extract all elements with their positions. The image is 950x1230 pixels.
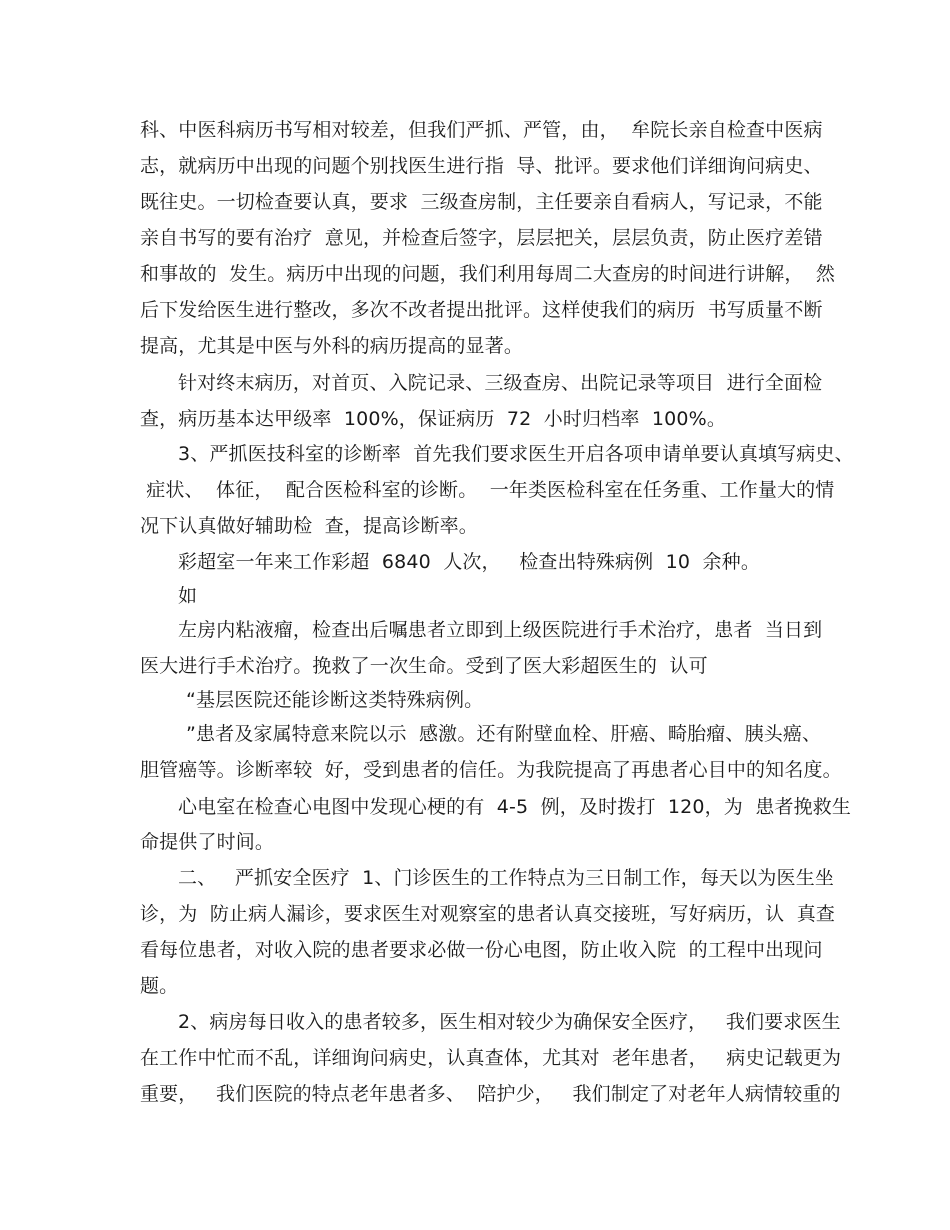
text-line: 如 (178, 585, 198, 607)
text-line: 既往史。一切检查要认真，要求 三级查房制，主任要亲自看病人，写记录，不能 (140, 191, 823, 213)
text-line: 症状、 体征， 配合医检科室的诊断。 一年类医检科室在任务重、工作量大的情 (140, 479, 835, 501)
text-line: 查，病历基本达甲级率 100%，保证病历 72 小时归档率 100%。 (140, 408, 726, 430)
text-line: 命提供了时间。 (140, 831, 275, 853)
text-line: 志，就病历中出现的问题个别找医生进行指 导、批评。要求他们详细询问病史、 (140, 155, 823, 177)
text-line: 胆管癌等。诊断率较 好，受到患者的信任。为我院提高了再患者心目中的知名度。 (140, 759, 842, 781)
text-line: 2、病房每日收入的患者较多，医生相对较少为确保安全医疗， 我们要求医生 (178, 1011, 841, 1033)
text-line: 况下认真做好辅助检 查，提高诊断率。 (140, 515, 478, 537)
text-line: ”患者及家属特意来院以示 感激。还有附壁血栓、肝癌、畸胎瘤、胰头癌、 (186, 723, 822, 745)
text-line: 左房内粘液瘤，检查出后嘱患者立即到上级医院进行手术治疗，患者 当日到 (178, 619, 823, 641)
text-line: 针对终末病历，对首页、入院记录、三级查房、出院记录等项目 进行全面检 (178, 372, 823, 394)
text-line: 重要， 我们医院的特点老年患者多、 陪护少， 我们制定了对老年人病情较重的 (140, 1083, 841, 1105)
text-line: 看每位患者，对收入院的患者要求必做一份心电图，防止收入院 的工程中出现问 (140, 939, 823, 961)
text-line: 心电室在检查心电图中发现心梗的有 4-5 例，及时拨打 120，为 患者挽救生 (178, 796, 852, 818)
text-line: 科、中医科病历书写相对较差，但我们严抓、严管，由， 牟院长亲自检查中医病 (140, 119, 823, 141)
text-line: 医大进行手术治疗。挽救了一次生命。受到了医大彩超医生的 认可 (140, 655, 708, 677)
text-line: 提高，尤其是中医与外科的病历提高的显著。 (140, 335, 524, 357)
text-line: 二、 严抓安全医疗 1、门诊医生的工作特点为三日制工作，每天以为医生坐 (178, 867, 834, 889)
text-line: 后下发给医生进行整改，多次不改者提出批评。这样使我们的病历 书写质量不断 (140, 299, 823, 321)
text-line: 彩超室一年来工作彩超 6840 人次， 检查出特殊病例 10 余种。 (178, 551, 760, 573)
text-line: 3、严抓医技科室的诊断率 首先我们要求医生开启各项申请单要认真填写病史、 (178, 443, 854, 465)
text-line: 题。 (140, 975, 179, 997)
text-line: 亲自书写的要有治疗 意见，并检查后签字，层层把关，层层负责，防止医疗差错 (140, 227, 823, 249)
text-line: “基层医院还能诊断这类特殊病例。 (186, 689, 484, 711)
text-line: 诊，为 防止病人漏诊，要求医生对观察室的患者认真交接班，写好病历，认 真查 (140, 903, 836, 925)
text-line: 和事故的 发生。病历中出现的问题，我们利用每周二大查房的时间进行讲解， 然 (140, 263, 836, 285)
text-line: 在工作中忙而不乱，详细询问病史，认真查体，尤其对 老年患者， 病史记载更为 (140, 1047, 842, 1069)
